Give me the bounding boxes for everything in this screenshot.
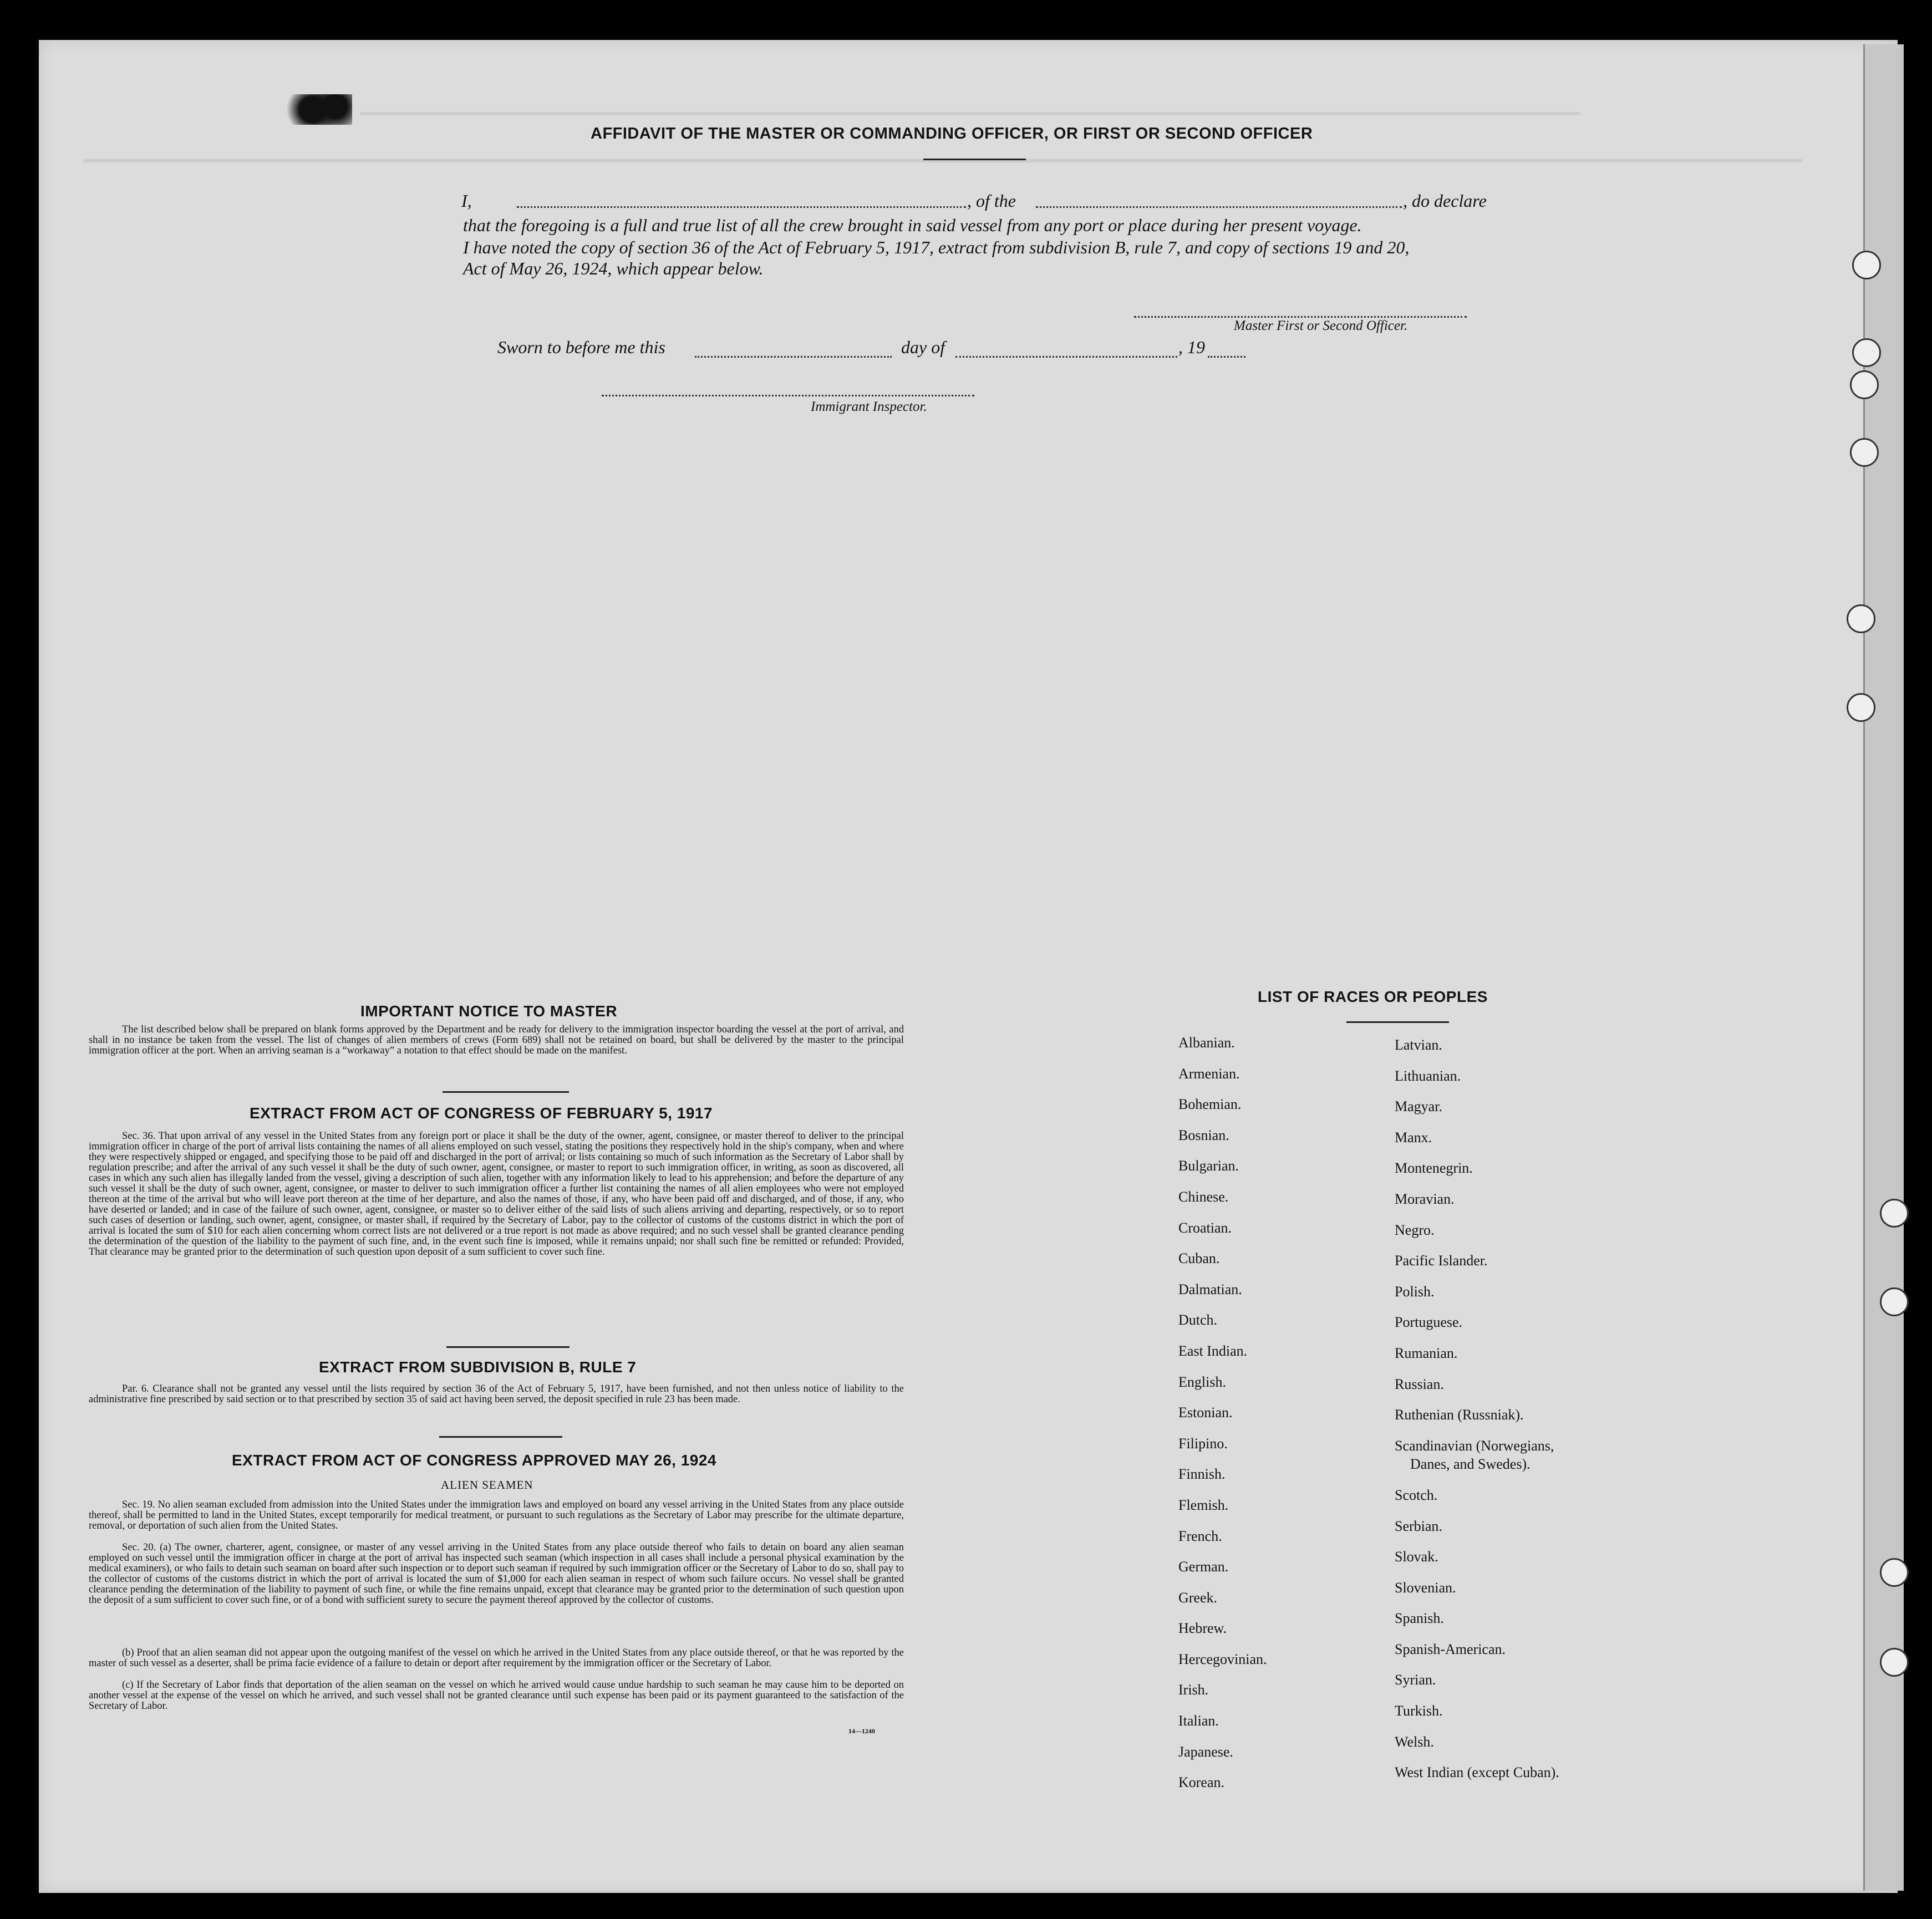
race-item: Estonian. — [1178, 1404, 1233, 1421]
affidavit-line-3: I have noted the copy of section 36 of the Act of February 5, 1917, extract from subdivision B, rule 7, and copy of sections 19 and 20, — [463, 237, 1410, 257]
heading-rule — [1346, 1021, 1449, 1023]
race-item: Welsh. — [1395, 1733, 1434, 1750]
affidavit-do-declare: , do declare — [1403, 191, 1487, 211]
notice-text: The list described below shall be prepared on blank forms approved by the Department and be ready for delivery to the immigration inspector boarding the vessel at the port of arrival, and shall in no instance be taken from the vessel. The list of changes of alien members of crews (Form 689) shall not be retained on board, but shall be delivered by the master to the principal immigration officer at the port. When an arriving seaman is a “workaway” a notation to that effect should be made on the manifest. — [89, 1024, 904, 1056]
race-item: Croatian. — [1178, 1219, 1232, 1236]
races-left-column — [1178, 1035, 1267, 1805]
race-item: Bohemian. — [1178, 1096, 1242, 1113]
race-item: Latvian. — [1395, 1037, 1442, 1053]
sworn-prefix: Sworn to before me this — [497, 337, 665, 357]
rule7-heading: EXTRACT FROM SUBDIVISION B, RULE 7 — [319, 1358, 637, 1376]
race-item: Greek. — [1178, 1589, 1218, 1606]
sworn-month-blank[interactable] — [955, 356, 1177, 358]
affidavit-line-2: that the foregoing is a full and true list of all the crew brought in said vessel from any port or place during her present voyage. — [463, 215, 1362, 235]
race-item: West Indian (except Cuban). — [1395, 1764, 1559, 1781]
race-item: Korean. — [1178, 1774, 1225, 1791]
races-heading: LIST OF RACES OR PEOPLES — [1258, 988, 1488, 1005]
race-item: Cuban. — [1178, 1250, 1220, 1267]
binder-hole — [1880, 1287, 1909, 1316]
race-item: Pacific Islander. — [1395, 1253, 1488, 1269]
page-edge — [1863, 44, 1904, 1891]
affidavit-i: I, — [461, 191, 472, 211]
inspector-signature-line[interactable] — [602, 395, 974, 396]
race-item: Chinese. — [1178, 1188, 1229, 1205]
sworn-year: , 19 — [1178, 337, 1205, 357]
section-rule — [443, 1091, 569, 1093]
race-item: Magyar. — [1395, 1098, 1442, 1115]
race-item: Filipino. — [1178, 1435, 1228, 1452]
race-item: Serbian. — [1395, 1518, 1442, 1534]
form-sheet — [39, 40, 1898, 1893]
race-item: Dutch. — [1178, 1312, 1218, 1328]
race-item: Slovenian. — [1395, 1579, 1456, 1596]
race-item: Bulgarian. — [1178, 1158, 1239, 1174]
race-item: Lithuanian. — [1395, 1067, 1461, 1084]
sworn-day-blank[interactable] — [695, 356, 892, 358]
race-item: Albanian. — [1178, 1035, 1235, 1051]
race-item: Montenegrin. — [1395, 1160, 1473, 1177]
affidavit-of-the: , of the — [967, 191, 1016, 211]
race-item: Manx. — [1395, 1129, 1432, 1146]
extract-1917-text: Sec. 36. That upon arrival of any vessel in the United States from any foreign port or place it shall be the duty of the owner, agent, consignee, or master thereof to deliver to the principal immigration officer in charge of the port of arrival lists containing the names of all aliens employed on such vessel, stating the positions they respectively hold in the ship's company, when and where they were respectively shipped or engaged, and specifying those to be paid off and discharged in the port of arrival; or lists containing so much of such information as the Secretary of Labor shall by regulation prescribe; and after the arrival of any such vessel it shall be the duty of such owner, agent, consignee, or master to report to such immigration officer, in writing, as soon as discovered, all cases in which any such alien has illegally landed from the vessel, giving a description of such alien, together with any information likely to lead to his apprehension; and before the departure of any such vessel it shall be the duty of such owner, agent, consignee, or master to deliver to such immigration officer a further list containing the names of all alien employees who were not employed thereon at the time of the arrival but who will leave port thereon at the time of her departure, and also the names of those, if any, who have been paid off and discharged, and of those, if any, who have deserted or landed; and in case of the failure of such owner, agent, consignee, or master so to deliver either of the said lists of such aliens arriving and departing, respectively, or so to report such cases of desertion or landing, such owner, agent, consignee, or master shall, if required by the Secretary of Labor, pay to the collector of customs of the customs district in which the port of arrival is located the sum of $10 for each alien concerning whom correct lists are not delivered or a true report is not made as above required; and no such vessel shall be granted clearance pending the determination of the question of the liability to the payment of such fine, and, in the event such fine is imposed, while it remains unpaid; nor shall such fine be remitted or refunded: Provided, That clearance may be granted prior to the determination of such question upon deposit of a sum sufficient to cover such fine. — [89, 1131, 904, 1258]
race-item: Negro. — [1395, 1221, 1435, 1238]
binder-hole — [1847, 604, 1875, 633]
sworn-year-blank[interactable] — [1208, 356, 1245, 358]
section-rule — [446, 1346, 570, 1348]
race-item: Japanese. — [1178, 1743, 1233, 1760]
races-right-column — [1395, 1037, 1559, 1795]
race-item: Portuguese. — [1395, 1314, 1463, 1331]
sworn-day-of: day of — [901, 337, 945, 357]
sec20a-text: Sec. 20. (a) The owner, charterer, agent, consignee, or master of any vessel arriving in the United States from any place outside thereof who fails to detain on board any alien seaman employed on such vessel until the immigration officer in charge at the port of arrival has inspected such seaman (which inspection in all cases shall include a personal physical examination by the medical examiners), or who fails to detain such seaman on board after such inspection or to deport such seaman if required by such immigration officer or the Secretary of Labor to do so, shall pay to the collector of customs of the customs district in which the port of arrival is located the sum of $1,000 for each alien seaman in respect of whom such failure occurs. No vessel shall be granted clearance pending the determination of the liability to payment of such fine, or while the fine remains unpaid, except that clearance may be granted prior to the determination of such question upon the deposit of a sum sufficient to cover such fine, or of a bond with sufficient surety to secure the payment thereof approved by the collector of customs. — [89, 1542, 904, 1606]
race-item: Slovak. — [1395, 1549, 1438, 1565]
binder-hole — [1880, 1199, 1909, 1228]
race-item: Polish. — [1395, 1283, 1435, 1300]
race-item: Ruthenian (Russniak). — [1395, 1407, 1524, 1423]
race-item: Irish. — [1178, 1682, 1209, 1698]
bleed-through-line — [360, 112, 1580, 115]
binder-hole — [1852, 251, 1881, 279]
heading-rule — [923, 159, 1026, 160]
race-item: Danes, and Swedes). — [1410, 1456, 1531, 1473]
race-item: Turkish. — [1395, 1703, 1443, 1719]
race-item: Bosnian. — [1178, 1127, 1229, 1143]
race-item: East Indian. — [1178, 1342, 1248, 1359]
race-item: English. — [1178, 1373, 1226, 1390]
race-item: Dalmatian. — [1178, 1281, 1242, 1297]
race-item: Hercegovinian. — [1178, 1651, 1267, 1667]
section-rule — [439, 1436, 562, 1438]
rule7-text: Par. 6. Clearance shall not be granted any vessel until the lists required by section 36 of the Act of February 5, 1917, have been furnished, and not then unless notice of liability to the administrative fine prescribed by said section or to that prescribed by section 35 of said act having been served, the deposit specified in rule 23 has been made. — [89, 1383, 904, 1405]
sec20c-text: (c) If the Secretary of Labor finds that deportation of the alien seaman on the vessel on which he arrived would cause undue hardship to such seaman he may cause him to be deported on another vessel at the expense of the vessel on which he arrived, and such vessel shall not be granted clearance until such expense has been paid or its payment guaranteed to the satisfaction of the Secretary of Labor. — [89, 1679, 904, 1712]
binder-hole — [1880, 1648, 1909, 1677]
sec20b-text: (b) Proof that an alien seaman did not appear upon the outgoing manifest of the vessel on which he arrived in the United States from any place outside thereof, or that he was reported by the master of such vessel as a deserter, shall be prima facie evidence of a failure to detain or deport after requirement by the immigration officer or the Secretary of Labor. — [89, 1647, 904, 1669]
binder-hole — [1880, 1558, 1909, 1587]
race-item: Syrian. — [1395, 1672, 1436, 1688]
binder-hole — [1852, 338, 1881, 367]
race-item: Hebrew. — [1178, 1620, 1227, 1637]
race-item: Italian. — [1178, 1713, 1219, 1729]
inspector-caption: Immigrant Inspector. — [811, 399, 927, 414]
alien-seamen-subheading: ALIEN SEAMEN — [441, 1478, 533, 1492]
race-item: Spanish-American. — [1395, 1641, 1506, 1657]
affidavit-line-4: Act of May 26, 1924, which appear below. — [463, 258, 764, 278]
binder-hole — [1847, 693, 1875, 722]
binder-hole — [1850, 370, 1879, 399]
race-item: Rumanian. — [1395, 1345, 1458, 1361]
extract-1924-heading: EXTRACT FROM ACT OF CONGRESS APPROVED MAY 26, 1924 — [232, 1452, 716, 1469]
race-item: Spanish. — [1395, 1610, 1444, 1627]
binder-hole — [1850, 438, 1879, 467]
affidavit-heading: AFFIDAVIT OF THE MASTER OR COMMANDING OFFICER, OR FIRST OR SECOND OFFICER — [591, 125, 1313, 142]
sec19-text: Sec. 19. No alien seaman excluded from admission into the United States under the immigration laws and employed on board any vessel arriving in the United States from any place outside thereof, shall be permitted to land in the United States, except temporarily for medical treatment, or pursuant to such regulations as the Secretary of Labor may prescribe for the ultimate departure, removal, or deportation of such alien from the United States. — [89, 1499, 904, 1531]
master-signature-line[interactable] — [1134, 316, 1467, 318]
extract-1917-heading: EXTRACT FROM ACT OF CONGRESS OF FEBRUARY 5, 1917 — [250, 1104, 713, 1122]
race-item: German. — [1178, 1559, 1229, 1575]
form-number: 14—1240 — [848, 1727, 875, 1735]
race-item: Flemish. — [1178, 1496, 1229, 1513]
race-item: Russian. — [1395, 1376, 1444, 1392]
race-item: Finnish. — [1178, 1466, 1226, 1483]
vessel-blank[interactable] — [1036, 206, 1402, 208]
notice-heading: IMPORTANT NOTICE TO MASTER — [360, 1002, 618, 1020]
race-item: Scandinavian (Norwegians, — [1395, 1437, 1554, 1454]
race-item: Scotch. — [1395, 1487, 1438, 1503]
race-item: Moravian. — [1395, 1190, 1455, 1207]
master-caption: Master First or Second Officer. — [1234, 318, 1408, 333]
name-blank[interactable] — [517, 206, 966, 208]
race-item: Armenian. — [1178, 1065, 1240, 1082]
race-item: French. — [1178, 1528, 1222, 1544]
ink-stain — [286, 94, 352, 125]
